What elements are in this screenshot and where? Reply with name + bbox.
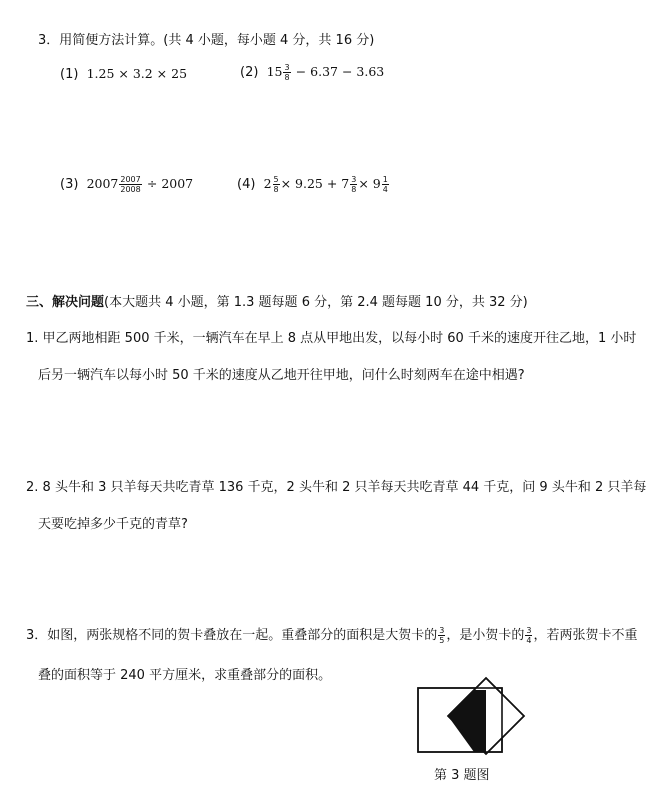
calc-heading: 3．用简便方法计算。(共 4 小题，每小题 4 分，共 16 分) bbox=[38, 33, 375, 48]
question-3-text: ，是小贺卡的 bbox=[446, 628, 525, 643]
fraction bbox=[283, 63, 290, 82]
fraction-numerator: 5 bbox=[273, 175, 279, 184]
question-3-text: 3．如图，两张规格不同的贺卡叠放在一起。重叠部分的面积是大贺卡的 bbox=[26, 628, 438, 643]
fraction bbox=[350, 175, 357, 194]
calc-item-1 bbox=[60, 66, 187, 82]
overlapping-cards-figure bbox=[416, 676, 528, 754]
fraction bbox=[438, 626, 445, 645]
fraction-numerator: 1 bbox=[382, 175, 388, 184]
fraction-denominator: 5 bbox=[439, 636, 445, 645]
problems-heading-title: 三、解决问题 bbox=[26, 295, 105, 310]
fraction-numerator: 2007 bbox=[120, 175, 141, 184]
fraction-numerator: 3 bbox=[526, 626, 532, 635]
figure-caption: 第 3 题图 bbox=[434, 768, 490, 783]
calc-item-label: (3) bbox=[60, 177, 79, 192]
question-1-line-1: 1. 甲乙两地相距 500 千米，一辆汽车在早上 8 点从甲地出发，以每小时 60 千米的速度开往乙地，1 小时 bbox=[26, 331, 637, 346]
fraction bbox=[119, 175, 141, 194]
calc-item-label: (1) bbox=[60, 67, 79, 82]
calc-item-label: (4) bbox=[237, 177, 256, 192]
fraction bbox=[273, 175, 280, 194]
question-2-line-1: 2. 8 头牛和 3 只羊每天共吃青草 136 千克，2 头牛和 2 只羊每天共吃青草 44 千克，问 9 头牛和 2 只羊每 bbox=[26, 480, 646, 495]
calc-item-4 bbox=[237, 175, 390, 194]
fraction-denominator: 2008 bbox=[120, 185, 141, 194]
calc-item-expression: ÷ 2007 bbox=[146, 176, 194, 191]
mixed-number-whole: 2007 bbox=[86, 176, 119, 191]
question-1-line-2: 后另一辆汽车以每小时 50 千米的速度从乙地开往甲地，问什么时刻两车在途中相遇? bbox=[38, 368, 525, 383]
calc-item-expression: × 9.25 + 7 bbox=[280, 176, 350, 191]
question-3-line-1 bbox=[26, 624, 638, 645]
mixed-number-whole: 15 bbox=[266, 64, 283, 79]
problems-heading bbox=[26, 291, 528, 310]
calc-item-3 bbox=[60, 175, 193, 194]
fraction bbox=[525, 626, 532, 645]
fraction-denominator: 4 bbox=[526, 636, 532, 645]
fraction bbox=[382, 175, 389, 194]
question-3-text: ，若两张贺卡不重 bbox=[533, 628, 638, 643]
fraction-numerator: 3 bbox=[351, 175, 357, 184]
calc-item-label: (2) bbox=[240, 65, 259, 80]
fraction-denominator: 8 bbox=[284, 73, 290, 82]
calc-item-expression: 1.25 × 3.2 × 25 bbox=[86, 66, 188, 81]
fraction-denominator: 8 bbox=[351, 185, 357, 194]
fraction-numerator: 3 bbox=[284, 63, 290, 72]
calc-item-expression: − 6.37 − 3.63 bbox=[295, 64, 385, 79]
fraction-numerator: 3 bbox=[439, 626, 445, 635]
calc-item-expression: × 9 bbox=[358, 176, 381, 191]
fraction-denominator: 8 bbox=[273, 185, 279, 194]
question-2-line-2: 天要吃掉多少千克的青草? bbox=[38, 517, 188, 532]
calc-item-2 bbox=[240, 63, 384, 82]
question-3-line-2: 叠的面积等于 240 平方厘米，求重叠部分的面积。 bbox=[38, 668, 332, 683]
problems-heading-note: (本大题共 4 小题，第 1.3 题每题 6 分，第 2.4 题每题 10 分，共 32 分) bbox=[104, 295, 528, 310]
fraction-denominator: 4 bbox=[382, 185, 388, 194]
mixed-number-whole: 2 bbox=[263, 176, 272, 191]
